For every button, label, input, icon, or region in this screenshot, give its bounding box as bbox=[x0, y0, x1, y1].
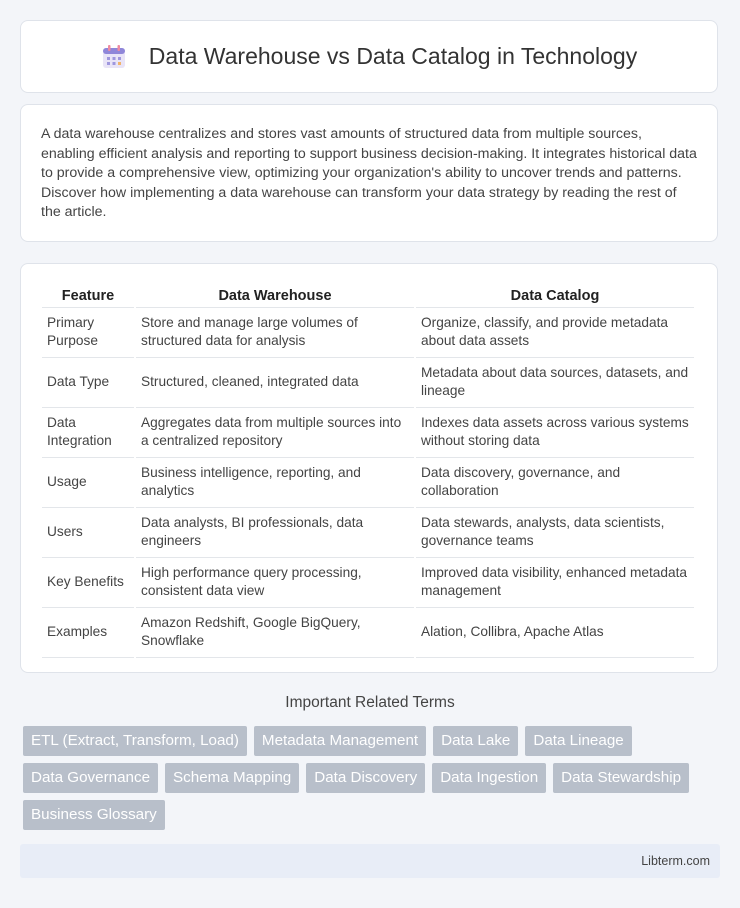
cell-feature: Data Integration bbox=[42, 408, 134, 458]
table-header-row bbox=[42, 284, 694, 308]
table-row bbox=[42, 608, 694, 658]
comparison-table bbox=[40, 284, 696, 658]
cell-data-warehouse: Business intelligence, reporting, and analytics bbox=[136, 458, 414, 508]
footer-site-link[interactable]: Libterm.com bbox=[641, 854, 710, 868]
cell-data-catalog: Alation, Collibra, Apache Atlas bbox=[416, 608, 694, 658]
calendar-icon bbox=[101, 44, 127, 70]
intro-card bbox=[20, 104, 718, 242]
related-term-tag[interactable]: Data Governance bbox=[23, 763, 158, 793]
related-term-tag[interactable]: Data Lake bbox=[433, 726, 518, 756]
cell-data-catalog: Organize, classify, and provide metadata about data assets bbox=[416, 308, 694, 358]
table-row bbox=[42, 458, 694, 508]
related-term-tag[interactable]: Schema Mapping bbox=[165, 763, 299, 793]
title-card bbox=[20, 20, 718, 93]
cell-feature: Primary Purpose bbox=[42, 308, 134, 358]
related-term-tag[interactable]: Data Discovery bbox=[306, 763, 425, 793]
cell-data-warehouse: High performance query processing, consistent data view bbox=[136, 558, 414, 608]
related-terms-list bbox=[23, 726, 723, 837]
header-feature: Feature bbox=[42, 284, 134, 308]
cell-data-catalog: Indexes data assets across various systems without storing data bbox=[416, 408, 694, 458]
cell-feature: Data Type bbox=[42, 358, 134, 408]
cell-data-warehouse: Amazon Redshift, Google BigQuery, Snowflake bbox=[136, 608, 414, 658]
comparison-card bbox=[20, 263, 718, 673]
related-term-tag[interactable]: Data Ingestion bbox=[432, 763, 546, 793]
cell-data-warehouse: Data analysts, BI professionals, data engineers bbox=[136, 508, 414, 558]
related-term-tag[interactable]: Metadata Management bbox=[254, 726, 426, 756]
related-terms-title: Important Related Terms bbox=[285, 694, 455, 711]
page-title: Data Warehouse vs Data Catalog in Technology bbox=[148, 43, 638, 69]
cell-data-catalog: Data stewards, analysts, data scientists, governance teams bbox=[416, 508, 694, 558]
cell-feature: Key Benefits bbox=[42, 558, 134, 608]
cell-data-warehouse: Store and manage large volumes of structured data for analysis bbox=[136, 308, 414, 358]
related-term-tag[interactable]: Data Stewardship bbox=[553, 763, 689, 793]
table-row bbox=[42, 308, 694, 358]
related-term-tag[interactable]: ETL (Extract, Transform, Load) bbox=[23, 726, 247, 756]
cell-data-catalog: Improved data visibility, enhanced metadata management bbox=[416, 558, 694, 608]
cell-feature: Examples bbox=[42, 608, 134, 658]
table-row bbox=[42, 358, 694, 408]
header-data-catalog: Data Catalog bbox=[416, 284, 694, 308]
cell-data-catalog: Data discovery, governance, and collaboration bbox=[416, 458, 694, 508]
table-row bbox=[42, 408, 694, 458]
related-term-tag[interactable]: Data Lineage bbox=[525, 726, 631, 756]
cell-data-warehouse: Structured, cleaned, integrated data bbox=[136, 358, 414, 408]
cell-data-catalog: Metadata about data sources, datasets, and lineage bbox=[416, 358, 694, 408]
related-term-tag[interactable]: Business Glossary bbox=[23, 800, 165, 830]
intro-text: A data warehouse centralizes and stores vast amounts of structured data from multiple sources, enabling efficient analysis and reporting to support business decision-making. It integrates historical data to provide a comprehensive view, optimizing your organization's ability to uncover trends and patterns. Discover how implementing a data warehouse can transform your data strategy by reading the rest of the article. bbox=[41, 126, 697, 220]
table-row bbox=[42, 508, 694, 558]
footer bbox=[20, 844, 720, 878]
cell-feature: Users bbox=[42, 508, 134, 558]
cell-feature: Usage bbox=[42, 458, 134, 508]
table-row bbox=[42, 558, 694, 608]
header-data-warehouse: Data Warehouse bbox=[136, 284, 414, 308]
cell-data-warehouse: Aggregates data from multiple sources into a centralized repository bbox=[136, 408, 414, 458]
